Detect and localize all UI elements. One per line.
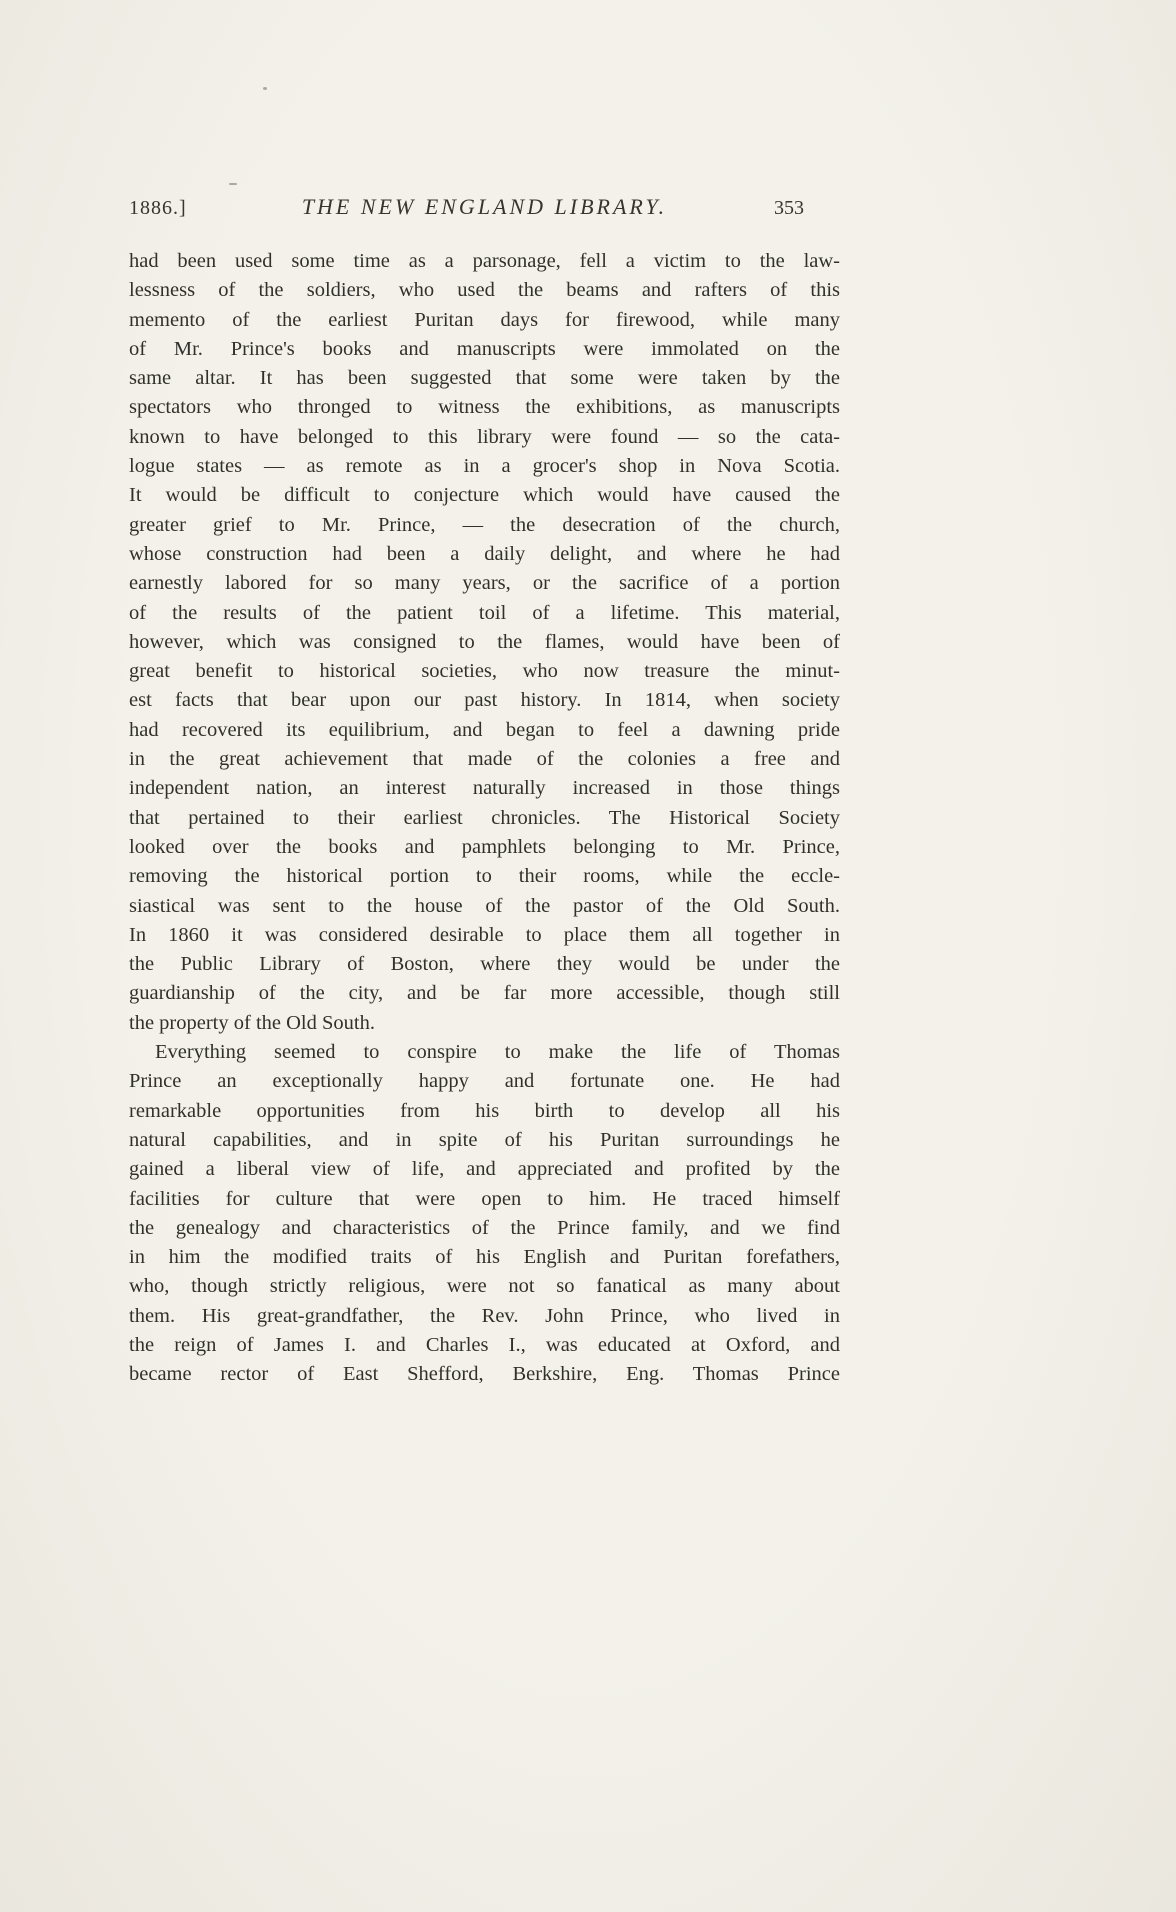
text-line: the Public Library of Boston, where they would be under the [129, 953, 840, 976]
paragraph [129, 247, 840, 1038]
text-line: looked over the books and pamphlets belonging to Mr. Prince, [129, 835, 840, 858]
text-line: lessness of the soldiers, who used the beams and rafters of this [129, 279, 840, 302]
text-line: In 1860 it was considered desirable to place them all together in [129, 923, 840, 946]
text-line: gained a liberal view of life, and appreciated and profited by the [129, 1158, 840, 1181]
text-line: that pertained to their earliest chronicles. The Historical Society [129, 806, 840, 829]
text-line: natural capabilities, and in spite of his Puritan surroundings he [129, 1128, 840, 1151]
page-number: 353 [774, 197, 804, 219]
paragraph [129, 1038, 840, 1390]
text-line: became rector of East Shefford, Berkshire, Eng. Thomas Prince [129, 1363, 840, 1386]
text-line: guardianship of the city, and be far more accessible, though still [129, 982, 840, 1005]
text-line: siastical was sent to the house of the pastor of the Old South. [129, 894, 840, 917]
text-line: of Mr. Prince's books and manuscripts were immolated on the [129, 337, 840, 360]
text-line: great benefit to historical societies, who now treasure the minut- [129, 660, 840, 683]
text-line: them. His great-grandfather, the Rev. John Prince, who lived in [129, 1304, 840, 1327]
page-header [129, 194, 840, 220]
text-line: the property of the Old South. [129, 1011, 375, 1034]
text-line: greater grief to Mr. Prince, — the desecration of the church, [129, 513, 840, 536]
scan-speck-icon [229, 183, 237, 185]
text-line: had recovered its equilibrium, and began to feel a dawning pride [129, 718, 840, 741]
text-line: who, though strictly religious, were not so fanatical as many about [129, 1275, 840, 1298]
text-line: in the great achievement that made of the colonies a free and [129, 748, 840, 771]
header-title: THE NEW ENGLAND LIBRARY. [301, 194, 668, 219]
scan-speck-icon [263, 87, 267, 90]
text-line: est facts that bear upon our past history. In 1814, when society [129, 689, 840, 712]
text-line: earnestly labored for so many years, or the sacrifice of a portion [129, 572, 840, 595]
text-line: Everything seemed to conspire to make the life of Thomas [155, 1041, 840, 1064]
text-line: whose construction had been a daily delight, and where he had [129, 542, 840, 565]
text-line: of the results of the patient toil of a lifetime. This material, [129, 601, 840, 624]
header-year: 1886.] [129, 197, 187, 219]
text-line: facilities for culture that were open to him. He traced himself [129, 1187, 840, 1210]
page-body [129, 247, 840, 1390]
text-line: logue states — as remote as in a grocer's shop in Nova Scotia. [129, 455, 840, 478]
text-line: in him the modified traits of his English and Puritan forefathers, [129, 1246, 840, 1269]
text-line: same altar. It has been suggested that some were taken by the [129, 367, 840, 390]
text-line: Prince an exceptionally happy and fortunate one. He had [129, 1070, 840, 1093]
text-line: memento of the earliest Puritan days for firewood, while many [129, 308, 840, 331]
text-line: remarkable opportunities from his birth to develop all his [129, 1099, 840, 1122]
text-line: had been used some time as a parsonage, fell a victim to the law- [129, 250, 840, 272]
text-line: known to have belonged to this library were found — so the cata- [129, 425, 840, 448]
text-line: removing the historical portion to their rooms, while the eccle- [129, 865, 840, 888]
text-line: the reign of James I. and Charles I., was educated at Oxford, and [129, 1333, 840, 1356]
text-line: It would be difficult to conjecture which would have caused the [129, 484, 840, 507]
text-line: independent nation, an interest naturally increased in those things [129, 777, 840, 800]
text-line: spectators who thronged to witness the exhibitions, as manuscripts [129, 396, 840, 419]
text-line: the genealogy and characteristics of the Prince family, and we find [129, 1216, 840, 1239]
text-line: however, which was consigned to the flames, would have been of [129, 630, 840, 653]
